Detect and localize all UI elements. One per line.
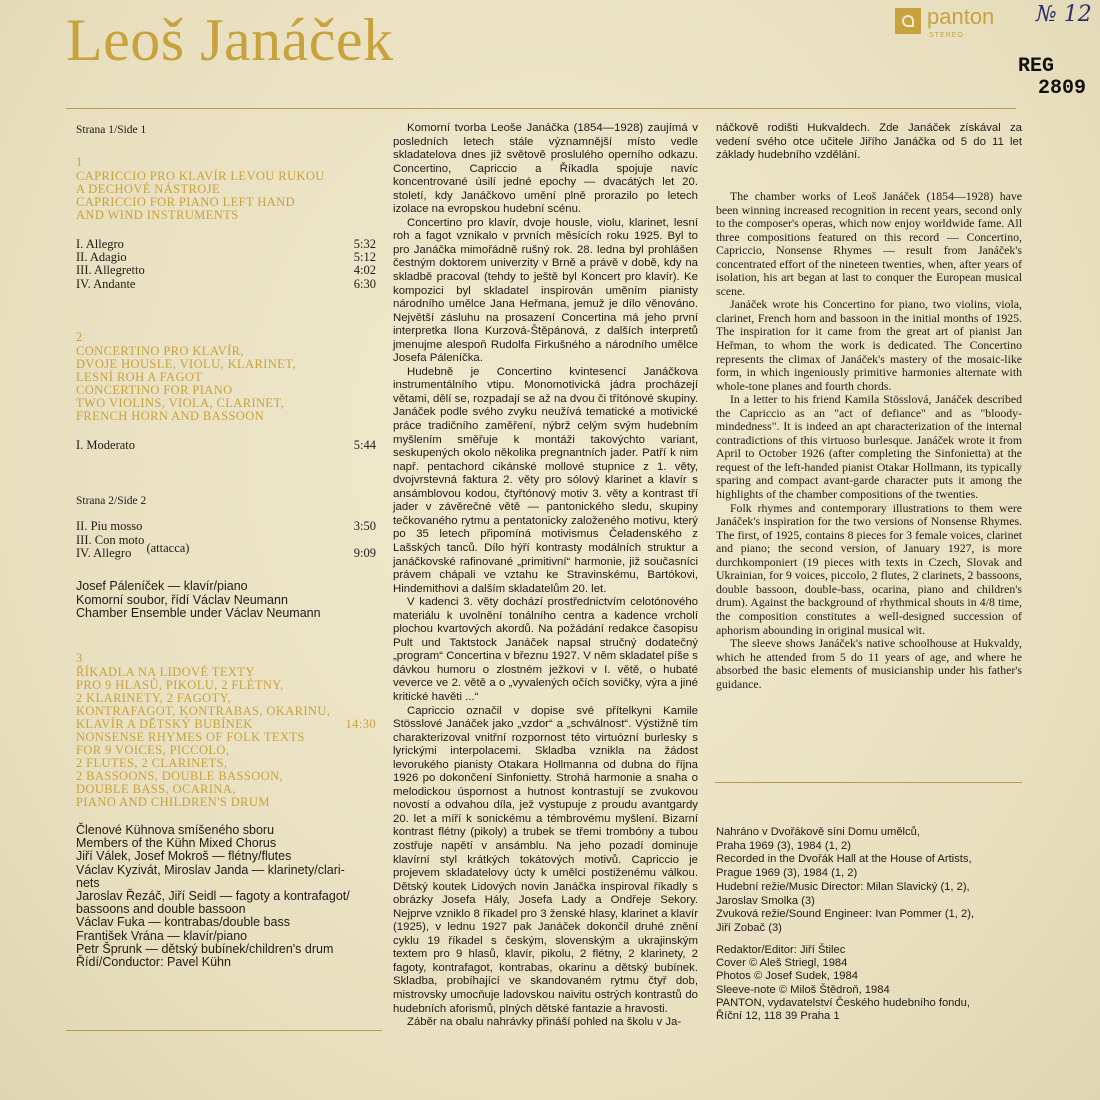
credit-line: Nahráno v Dvořákově síni Domu umělců, (716, 826, 920, 838)
performer-line: Jiří Válek, Josef Mokroš — flétny/flutes (76, 849, 292, 864)
attacca-note: (attacca) (146, 541, 190, 556)
performer-line: Komorní soubor, řídí Václav Neumann (76, 592, 288, 607)
performer-line: nets (76, 875, 100, 890)
work1-title-line: A DECHOVÉ NÁSTROJE (76, 181, 221, 196)
performer-line: Members of the Kühn Mixed Chorus (76, 836, 277, 851)
work2-title-line: LESNÍ ROH A FAGOT (76, 370, 203, 385)
work1-tracks (76, 238, 376, 292)
work3-title-line: PIANO AND CHILDREN'S DRUM (76, 795, 270, 810)
track-row: IV. Andante 6:30 (76, 276, 376, 291)
left-bottom-rule (66, 1030, 382, 1031)
notes-paragraph: náčkově rodišti Hukvaldech. Zde Janáček získával za vedení svého otce učitele Jiřího Janáčka od 5 do 11 let základy hudebního vzdělání. (716, 122, 1022, 162)
track-listing (76, 124, 376, 969)
notes-paragraph: Concertino pro klavír, dvoje housle, violu, klarinet, lesní roh a fagot vznikalo v prvních měsících roku 1925. Byl to pro Janáčka mimořádně rušný rok. 28. ledna byl prohlášen čestným doktorem univerzity v Brně a právě v době, kdy na skladbě pracoval (tehdy to ještě byl Koncert pro klavír). Ke kompozici byl skladatel inspirován uměním pianisty národního umělce Jana Heřmana, jemuž je dílo věnováno. Největší zásluhu na prosazení Concertina má jeho první interpretka Ilona Kurzová-Štěpánová, z dalších interpretů jmenujme alespoň Rudolfa Firkušného a národního umělce Josefa Páleníčka. (393, 216, 698, 365)
track-row: III. Allegretto 4:02 (76, 263, 376, 278)
notes-paragraph: Folk rhymes and contemporary illustrations to them were Janáček's inspiration for the two versions of Nonsense Rhymes. The first, of 1925, contains 8 pieces for 3 female voices, clarinet and piano; the second version, of January 1927, is more durchkomponiert (19 pieces with texts in Czech, Slovak and Ukrainian, for 9 voices, piccolo, 2 flutes, 2 clarinets, 2 bassoons, double bassoon, double-bass, ocarina, piano and children's drum). Against the background of rhythmical shouts in 4/8 time, the composition constitutes a well-designed succession of aphorism abounding in original musical wit. (716, 500, 1022, 637)
credit-line: Photos © Josef Sudek, 1984 (716, 970, 858, 983)
work1-number: 1 (76, 154, 83, 169)
credit-line: Hudební režie/Music Director: Milan Slavický (1, 2), (716, 880, 970, 893)
work2b-tracks (76, 520, 376, 560)
credit-line: Cover © Aleš Striegl, 1984 (716, 957, 848, 970)
work3-number: 3 (76, 651, 83, 666)
credits-rule (715, 782, 1022, 783)
credit-line: Říční 12, 118 39 Praha 1 (716, 1010, 840, 1023)
czech-notes-continued (716, 122, 1022, 163)
track-row: II. Adagio 5:12 (76, 250, 376, 264)
credit-line: Sleeve-note © Miloš Štědroň, 1984 (716, 983, 890, 996)
credit-line: Zvuková režie/Sound Engineer: Ivan Pommer (1, 2), (716, 908, 975, 921)
notes-paragraph: In a letter to his friend Kamila Stösslová, Janáček described the Capriccio as an "act of defiance" and as "bloody-mindedness". It is indeed an apt characterization of the internal contradictions of this virtuoso burlesque. Janáček wrote it from April to October 1926 (after completing the Sinfonietta) at the request of the left-handed pianist Otakar Hollmann, its typically sparing and compact avant-garde character puts it among the highlights of the chamber compositions of the twenties. (716, 392, 1022, 502)
handwritten-number: № 12 (1036, 2, 1092, 27)
reg-number: 2809 (1038, 77, 1087, 100)
top-rule (66, 108, 1016, 109)
work1-title-line: AND WIND INSTRUMENTS (76, 207, 239, 222)
panton-logo (895, 4, 1030, 44)
reg-label: REG (1018, 55, 1055, 78)
work3-title-line: DOUBLE BASS, OCARINA, (76, 782, 236, 797)
composer-title: Leoš Janáček (66, 7, 394, 73)
track-row: I. Allegro 5:32 (76, 236, 376, 251)
work2-number: 2 (76, 330, 83, 345)
credit-line: PANTON, vydavatelství Českého hudebního fondu, (716, 996, 970, 1009)
work1-title-line: CAPRICCIO FOR PIANO LEFT HAND (76, 194, 296, 209)
notes-paragraph: The sleeve shows Janáček's native schoolhouse at Hukvaldy, which he attended from 5 do 11 years of age, and where he absorbed the basic elements of musicianship under his father's guidance. (716, 636, 1022, 691)
work2-title-line: FRENCH HORN AND BASSOON (76, 409, 265, 424)
work2-title-line: TWO VIOLINS, VIOLA, CLARINET, (76, 396, 285, 411)
notes-paragraph: V kadenci 3. věty dochází prostřednictvím celotónového materiálu k uvolnění tonálního centra a kadence vrcholí plochou kvartových akordů. Na požádání redakce časopisu Pult und Taktstock Janáček napsal stručný dodatečný „program“ Concertina v březnu 1927. V něm skladatel píše s dávkou humoru o zlostném ježkovi v I. větě, o hubaté veverce ve 2. větě a o „vyvalených očích sovičky, výra a jiné kritické havěti ...“ (393, 596, 698, 703)
track-row: II. Piu mosso 3:50 (76, 519, 376, 534)
performer-line: Členové Kühnova smíšeného sboru (76, 823, 275, 838)
credit-line: Prague 1969 (3), 1984 (1, 2) (716, 867, 858, 880)
work3-title-line: KLAVÍR A DĚTSKÝ BUBÍNEK (76, 717, 253, 732)
work3-title-line: FOR 9 VOICES, PICCOLO, (76, 743, 230, 758)
credit-line: Redaktor/Editor: Jiří Štilec (716, 944, 846, 956)
work3-title-line: NONSENSE RHYMES OF FOLK TEXTS (76, 730, 305, 745)
work3-title-line: 2 KLARINETY, 2 FAGOTY, (76, 691, 231, 706)
work2-title-line: CONCERTINO FOR PIANO (76, 383, 233, 398)
credit-line: Praha 1969 (3), 1984 (1, 2) (716, 839, 851, 852)
english-notes (716, 190, 1022, 691)
performer-line: bassoons and double bassoon (76, 902, 246, 917)
performer-line: Jaroslav Řezáč, Jiří Seidl — fagoty a kontrafagot/ (76, 889, 350, 904)
notes-paragraph: Hudebně je Concertino kvintesencí Janáčkova instrumentálního vtipu. Monomotivická jádra procházejí větami, dělí se, rozpadají se až na dvou či třítónové skupiny. Janáček podle svého zvyku neužívá tematické a motivické práce tradičního zaměření, nýbrž celým svým hudebním myšlením směřuje k montáži takovýchto variant, seskupených okolo několika pregnantních jader. Patří k nim např. pentachord cikánské mollové stupnice z 1. věty, dvojvrstevná faktura 2. věty pro sólový klarinet a klavír s ansámblovou kodou, čtyřtónový motiv 3. věty a kontrast tří jader v závěrečné větě — pantonického sledu, skupiny tečkovaného rytmu a pentatonicky založeného motivu, který po 35 letech připomíná motivismus Čeladenského z Lašských tanců. Dílo hýří kontrasty modálních struktur a janáčkovské rafinované „primitivní“ harmonie, již současníci právem chápali ve vztahu ke Stravinskému, Bartókovi, Hindemithovi a dalším skladatelům 20. let. (393, 365, 698, 595)
editorial-credits (716, 944, 1022, 1023)
performers-1 (76, 580, 376, 620)
track-row: III. Con moto (76, 532, 145, 547)
work2-titles (76, 345, 376, 423)
credit-line: Recorded in the Dvořák Hall at the House of Artists, (716, 853, 972, 866)
work3-title-line: 2 BASSOONS, DOUBLE BASSOON, (76, 769, 284, 784)
work3-title-line: KONTRAFAGOT, KONTRABAS, OKARINU, (76, 704, 331, 719)
side2-heading: Strana 2/Side 2 (76, 494, 147, 507)
track-row: IV. Allegro (attacca) 9:09 (76, 541, 376, 561)
notes-paragraph: Komorní tvorba Leoše Janáčka (1854—1928) zaujímá v posledních letech stále významnější místo vedle skladatelova dnes již světově proslulého operního odkazu. Concertino, Capriccio a Říkadla spojuje navíc koncentrované úsilí jedné epochy — dvacátých let 20. století, kdy Janáčkovo umění plně prorazilo po letech izolace na evropskou hudební scénu. (393, 122, 698, 216)
credit-line: Jiří Zobač (3) (716, 921, 782, 934)
notes-paragraph: Capriccio označil v dopise své přítelkyni Kamile Stösslové Janáček jako „vzdor“ a „schválnost“. Výstižně tím charakterizoval vnitřní rozpornost této virtuózní burlesky s lyrickými interpolacemi. Skladba vznikla na žádost levorukého pianisty Otakara Hollmanna od dubna do října 1926 po dokončení Sinfonietty. Strohá harmonie a snaha o melodickou úspornost a hutnost kontrastují se zvukovou novostí a odvahou díla, jež vystupuje z proudu avantgardy 20. let a míří k sonickému a témbrovému myšlení. Bizarní kontrast flétny (pikoly) a trubek se třemi trombóny a tubou zostřuje napětí v ansámblu. Na jeho pozadí dominuje klavírní styl krátkých tokátových motivů. Capriccio je projevem skladatelovy úcty k umělci postiženému válkou. Dětský koutek Lidových novin Janáčka inspiroval říkadly s obrázky Josefa Hály, Josefa Lady a Ondřeje Sekory. Nejprve vzniklo 8 říkadel pro 3 ženské hlasy, klarinet a klavír (1925), v lednu 1927 pak Janáček dokončil druhé znění cyklu 19 říkadel s českým, slovenským a ukrajinským textem pro 9 hlasů, klavír, pikolu, 2 flétny, 2 klarinety, 2 fagoty, kontrafagot, kontrabas, okarinu a dětský bubínek. Skladba, probíhající ve skandovaném rytmu čtyř dob, mistrovsky umocňuje ladovskou naivitu ostrých kontrastů do hudebních aforismů, plných dětské fantazie a hravosti. (393, 704, 698, 1015)
performer-line: Petr Šprunk — dětský bubínek/children's drum (76, 941, 334, 956)
reg-stamp (1018, 56, 1086, 100)
performer-line: František Vrána — klavír/piano (76, 928, 248, 943)
notes-paragraph: Záběr na obalu nahrávky přináší pohled na školu v Ja- (407, 1016, 682, 1029)
label-name: panton (927, 4, 995, 29)
work2-tracks (76, 439, 376, 452)
recording-credits (716, 826, 1022, 936)
work1-title-line: CAPRICCIO PRO KLAVÍR LEVOU RUKOU (76, 168, 325, 183)
notes-paragraph: Janáček wrote his Concertino for piano, two violins, viola, clarinet, French horn and bassoon in the initial months of 1925. The inspiration for it came from the great art of pianist Jan Heřman, to whom the work is dedicated. The Concertino represents the climax of Janáček's mastery of the mosaic-like form, in which ingeniously primitive harmonies alternate with whole-tone planes and fourth chords. (716, 297, 1022, 393)
work3-time: 14:30 (345, 717, 376, 732)
performers-2 (76, 824, 376, 969)
work2-title-line: CONCERTINO PRO KLAVÍR, (76, 344, 244, 359)
work2-title-line: DVOJE HOUSLE, VIOLU, KLARINET, (76, 357, 296, 372)
performer-line: Václav Fuka — kontrabas/double bass (76, 915, 291, 930)
performer-line: Řídí/Conductor: Pavel Kühn (76, 955, 231, 970)
work3-title-line: 2 FLUTES, 2 CLARINETS, (76, 756, 228, 771)
track-row: I. Moderato 5:44 (76, 438, 376, 453)
work1-titles (76, 170, 376, 222)
czech-notes (393, 122, 698, 1030)
credit-line: Jaroslav Smolka (3) (716, 894, 815, 907)
notes-paragraph: The chamber works of Leoš Janáček (1854—1928) have been winning increased recognition in recent years, second only to the composer's operas, which now enjoy worldwide fame. All three compositions featured on this record — Concertino, Capriccio, Nonsense Rhymes — result from Janáček's concentrated effort of the nineteen twenties, when, after years of isolation, his art began at last to conquer the European musical scene. (716, 189, 1022, 298)
work3-title-line: ŘÍKADLA NA LIDOVÉ TEXTY (76, 665, 255, 680)
performer-line: Josef Páleníček — klavír/piano (76, 579, 248, 594)
work3-title-line: PRO 9 HLASŮ, PIKOLU, 2 FLÉTNY, (76, 678, 284, 693)
panton-logo-icon (895, 8, 921, 34)
performer-line: Chamber Ensemble under Václav Neumann (76, 605, 321, 620)
side1-heading: Strana 1/Side 1 (76, 124, 147, 136)
label-sub: STEREO (929, 32, 964, 39)
performer-line: Václav Kyzivát, Miroslav Janda — klarinety/clari- (76, 862, 345, 877)
work3-titles (76, 666, 376, 809)
